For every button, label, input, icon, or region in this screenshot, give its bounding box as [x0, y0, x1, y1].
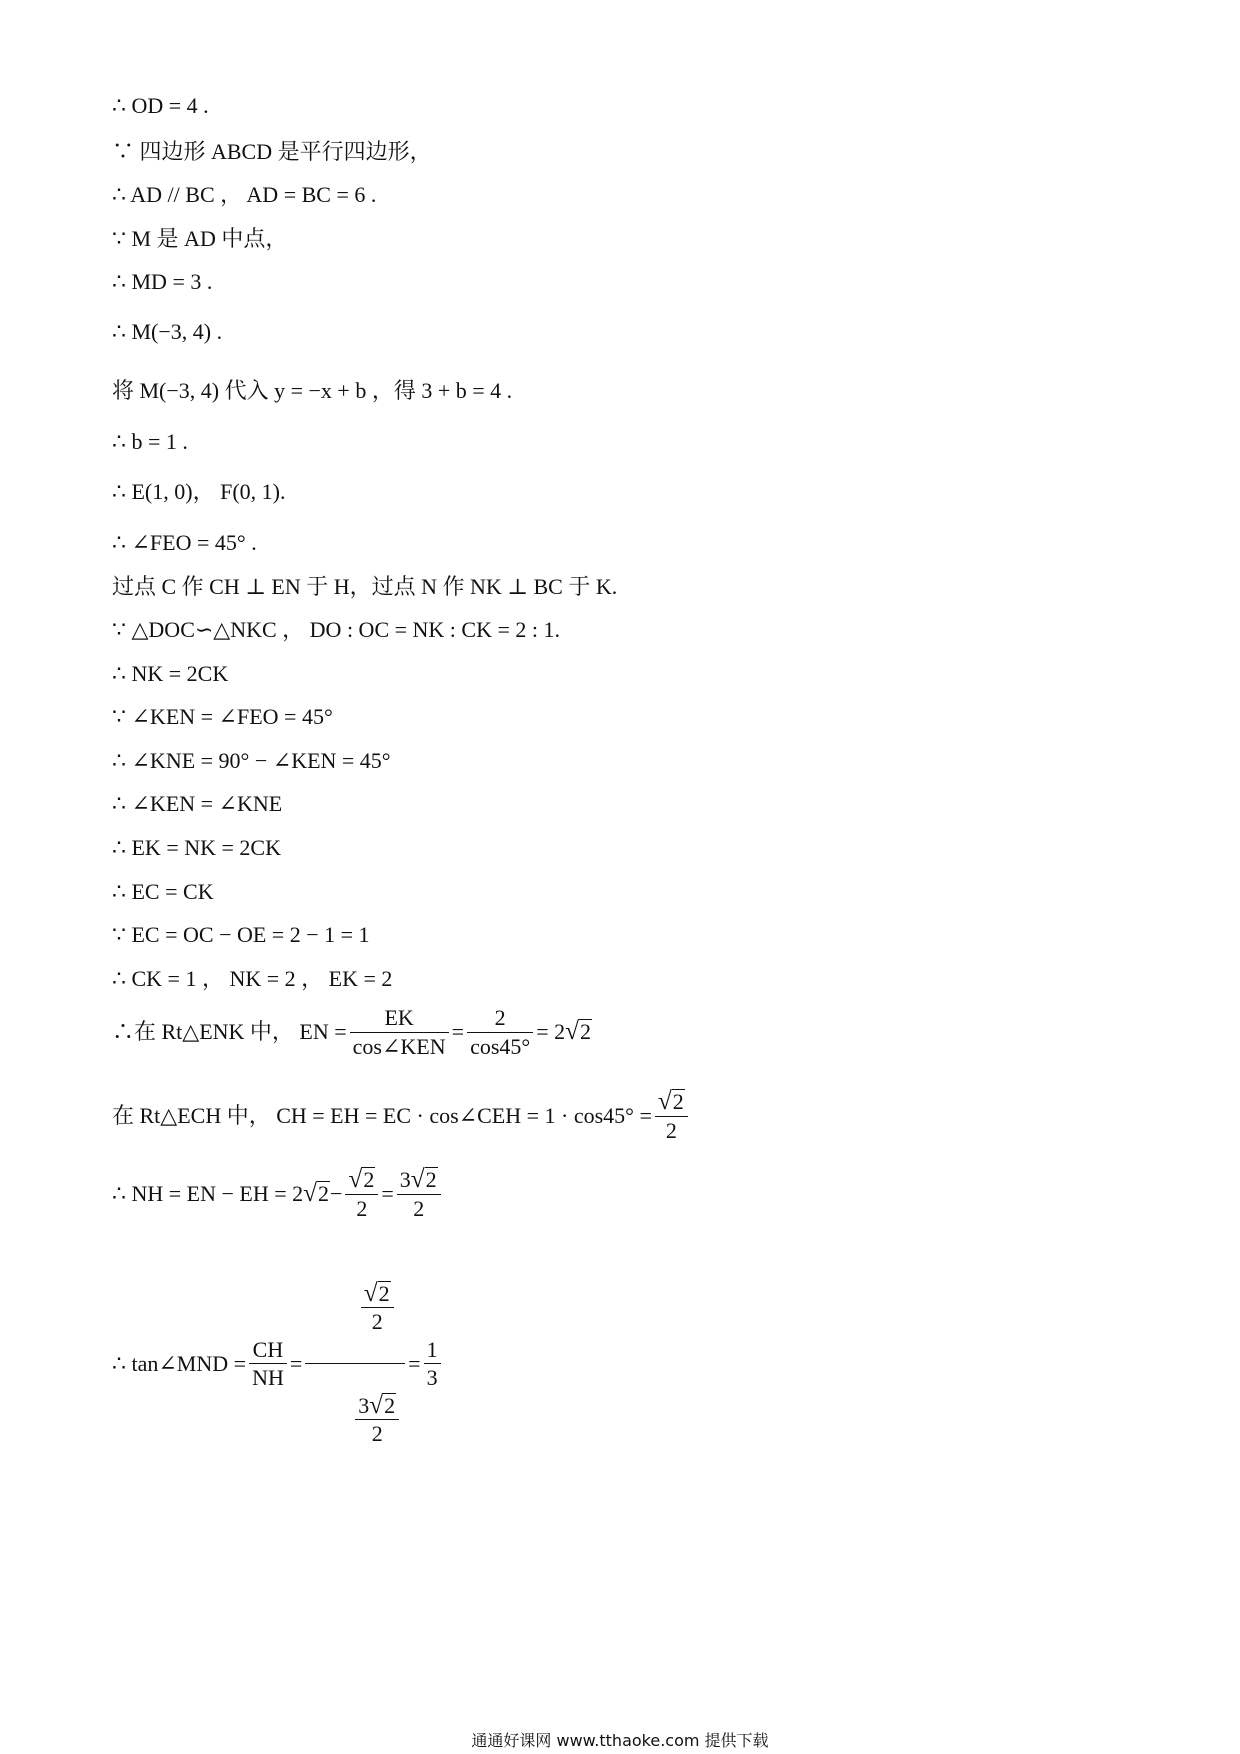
solution-line: ∴ EC = CK	[112, 879, 214, 904]
solution-line: ∵ △DOC∽△NKC ， DO : OC = NK : CK = 2 : 1.	[112, 617, 560, 642]
equation-nh: ∴ NH = EN − EH = 2 √ 2 − √ 2 2 = 3 √ 2 2	[112, 1166, 444, 1222]
solution-line: ∴ CK = 1 ， NK = 2 ， EK = 2	[112, 966, 393, 991]
solution-line: 将 M(−3, 4) 代入 y = −x + b ，得 3 + b = 4 .	[112, 378, 513, 403]
solution-line: ∴ E(1, 0)， F(0, 1).	[112, 479, 286, 504]
fraction: √ 2 2	[345, 1166, 378, 1222]
solution-line: ∴ AD // BC ， AD = BC = 6 .	[112, 182, 377, 207]
solution-line: ∴ ∠KNE = 90° − ∠KEN = 45°	[112, 748, 391, 773]
compound-fraction: √ 2 2 3 √ 2 2	[305, 1252, 405, 1475]
equation-en: ∴在 Rt△ENK 中， EN = $\frac{EK}{\text{cos∠KEN}}$ = $\frac{2}{\cos 45^\circ}$ = 2 √ 2	[112, 1005, 591, 1059]
solution-line: ∴ ∠KEN = ∠KNE	[112, 791, 283, 816]
fraction: √ 2 2	[655, 1088, 688, 1144]
fraction: $\frac{1}{3}$	[424, 1336, 441, 1392]
fraction: 3 √ 2 2	[397, 1166, 441, 1222]
fraction: $\frac{2}{\cos 45^\circ}$	[467, 1004, 533, 1060]
solution-line: ∴ OD = 4 .	[112, 93, 209, 118]
fraction: $\frac{EK}{\text{cos∠KEN}}$	[350, 1004, 449, 1060]
solution-line: ∵ EC = OC − OE = 2 − 1 = 1	[112, 922, 370, 947]
solution-line: ∴ ∠FEO = 45° .	[112, 530, 257, 555]
solution-line: ∴ EK = NK = 2CK	[112, 835, 281, 860]
solution-line: ∴ b = 1 .	[112, 429, 188, 454]
equation-tan: ∴ tan∠MND = $\frac{CH}{NH}$ = √ 2 2 3 √ 2 2 = $\frac{1}{3}$	[112, 1252, 444, 1475]
solution-line: ∵ ∠KEN = ∠FEO = 45°	[112, 704, 333, 729]
fraction: $\frac{CH}{NH}$	[249, 1336, 287, 1392]
solution-line: ∴ MD = 3 .	[112, 269, 213, 294]
solution-line: 过点 C 作 CH ⊥ EN 于 H，过点 N 作 NK ⊥ BC 于 K.	[112, 574, 618, 599]
solution-line: ∴ M(−3, 4) .	[112, 319, 223, 344]
solution-line: ∴ NK = 2CK	[112, 661, 229, 686]
page-footer: 通通好课网 www.tthaoke.com 提供下载	[471, 1731, 769, 1750]
solution-line: ∵ M 是 AD 中点，	[112, 226, 288, 251]
solution-line: ∵ 四边形 ABCD 是平行四边形，	[112, 139, 432, 164]
sqrt-expression: √ 2	[565, 1017, 591, 1046]
sqrt-expression: √ 2	[303, 1179, 330, 1208]
equation-ch: 在 Rt△ECH 中， CH = EH = EC · cos∠CEH = 1 · cos45° = √ 2 2	[112, 1088, 691, 1144]
